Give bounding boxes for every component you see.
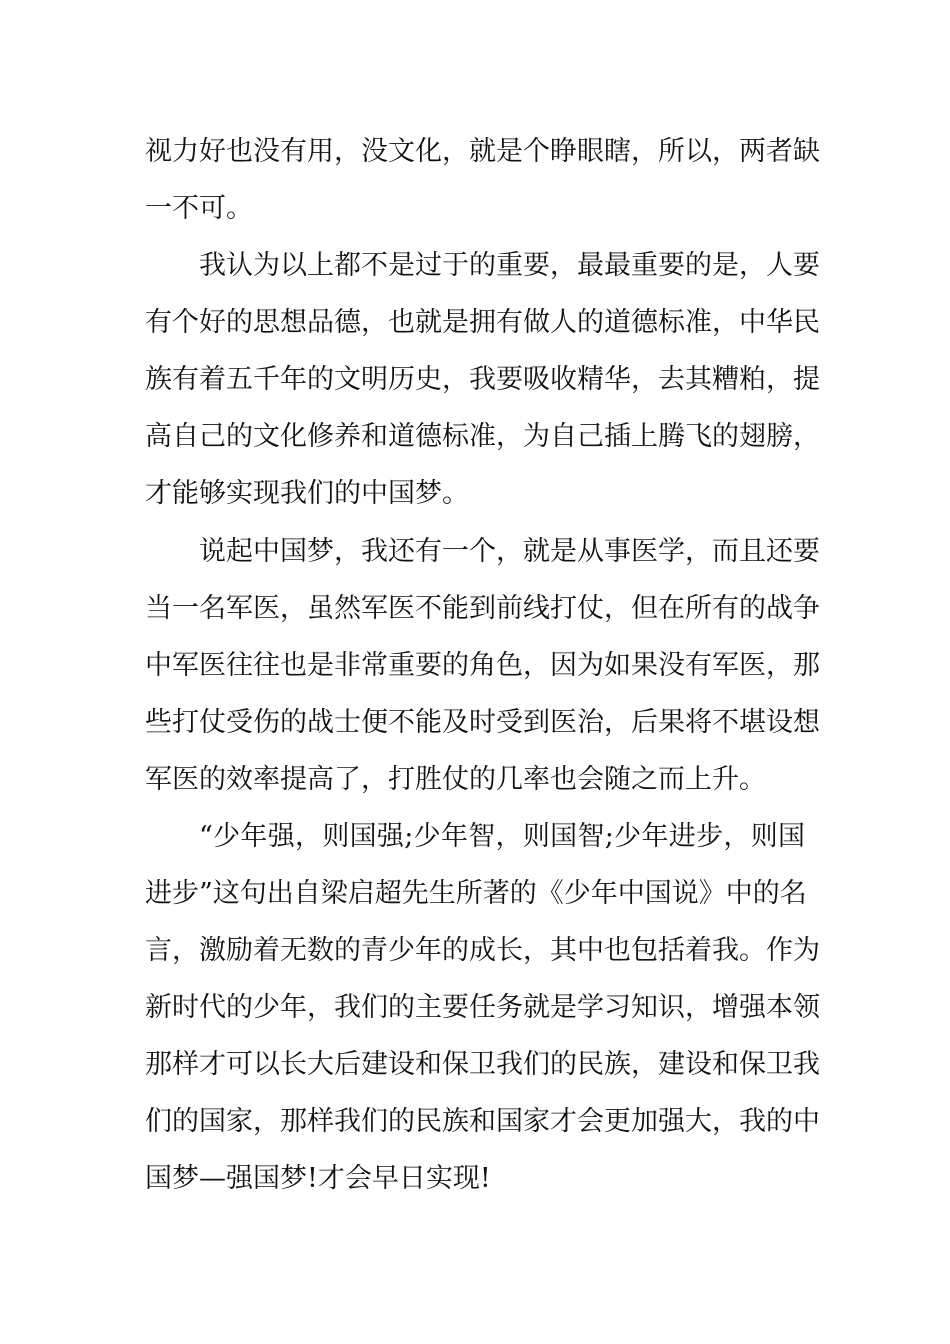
- text-line: 高自己的文化修养和道德标准，为自己插上腾飞的翅膀，: [145, 421, 820, 452]
- text-line: 中军医往往也是非常重要的角色，因为如果没有军医，那: [145, 650, 820, 681]
- text-line: 才能够实现我们的中国梦。: [145, 478, 469, 509]
- text-line: 视力好也没有用，没文化，就是个睁眼瞎，所以，两者缺: [145, 136, 820, 167]
- paragraph-first-line: 说起中国梦，我还有一个，就是从事医学，而且还要: [199, 536, 820, 567]
- text-line: 有个好的思想品德，也就是拥有做人的道德标准，中华民: [145, 307, 820, 338]
- text-line: 当一名军医，虽然军医不能到前线打仗，但在所有的战争: [145, 593, 820, 624]
- text-line: 国梦—强国梦!才会早日实现!: [145, 1163, 491, 1194]
- paragraph-first-line: 我认为以上都不是过于的重要，最最重要的是，人要: [199, 250, 820, 281]
- text-line: 军医的效率提高了，打胜仗的几率也会随之而上升。: [145, 764, 766, 795]
- text-line: 进步”这句出自梁启超先生所著的《少年中国说》中的名: [145, 878, 807, 909]
- paragraph-first-line: “少年强，则国强;少年智，则国智;少年进步，则国: [199, 821, 805, 852]
- text-line: 新时代的少年，我们的主要任务就是学习知识，增强本领: [145, 992, 820, 1023]
- text-line: 些打仗受伤的战士便不能及时受到医治，后果将不堪设想: [145, 707, 820, 738]
- text-line: 族有着五千年的文明历史，我要吸收精华，去其糟粕，提: [145, 364, 820, 395]
- text-line: 言，激励着无数的青少年的成长，其中也包括着我。作为: [145, 935, 820, 966]
- text-line: 一不可。: [145, 193, 253, 224]
- text-line: 们的国家，那样我们的民族和国家才会更加强大，我的中: [145, 1106, 820, 1137]
- text-line: 那样才可以长大后建设和保卫我们的民族，建设和保卫我: [145, 1049, 820, 1080]
